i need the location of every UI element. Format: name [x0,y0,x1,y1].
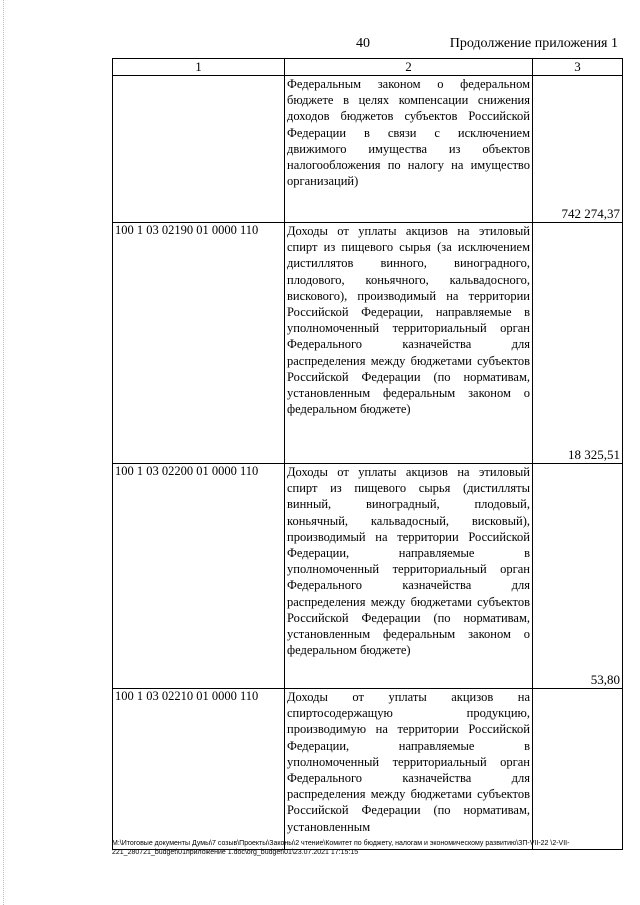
file-path-footer: M:\Итоговые документы Думы\7 созыв\Проекты\Законы\2 чтение\Комитет по бюджету, налогам и экономическому развитию\ЗП-VII-22 \2-VII-221_280721_budget\01приложение 1.doc\org_budget\01\23.07.2021 17:15:15 [112,840,570,856]
classification-code: 100 1 03 02210 01 0000 110 [113,689,285,850]
classification-code: 100 1 03 02190 01 0000 110 [113,223,285,464]
table-row [113,464,623,689]
revenue-description: Доходы от уплаты акцизов на спиртосодержащую продукцию, производимую на территории Российской Федерации, направляемые в уполномоченный территориальный орган Федерального казначейства для распределения между бюджетами субъектов Российской Федерации (по нормативам, установленным [285,689,533,850]
column-header-3: 3 [533,59,623,76]
classification-code [113,76,285,223]
table-row [113,689,623,850]
column-header-2: 2 [285,59,533,76]
page-number: 40 [356,36,370,51]
table-row [113,223,623,464]
revenue-description: Федеральным законом о федеральном бюджете в целях компенсации снижения доходов бюджетов субъектов Российской Федерации в связи с исключением движимого имущества из объектов налогообложения по налогу на имущество организаций) [285,76,533,223]
budget-table [112,58,623,850]
amount: 18 325,51 [533,223,623,464]
revenue-description: Доходы от уплаты акцизов на этиловый спирт из пищевого сырья (за исключением дистиллятов винного, виноградного, плодового, коньячного, кальвадосного, вискового), производимый на территории Российской Федерации, направляемые в уполномоченный территориальный орган Федерального казначейства для распределения между бюджетами субъектов Российской Федерации (по нормативам, установленным федеральным законом о федеральном бюджете) [285,223,533,464]
table-row [113,76,623,223]
classification-code: 100 1 03 02200 01 0000 110 [113,464,285,689]
revenue-description: Доходы от уплаты акцизов на этиловый спирт из пищевого сырья (дистилляты винный, виноградный, плодовый, коньячный, кальвадосный, висковый), производимый на территории Российской Федерации, направляемые в уполномоченный территориальный орган Федерального казначейства для распределения между бюджетами субъектов Российской Федерации (по нормативам, установленным федеральным законом о федеральном бюджете) [285,464,533,689]
scan-margin-line [3,0,4,905]
continuation-label: Продолжение приложения 1 [449,36,618,51]
table-header-row [113,59,623,76]
amount: 53,80 [533,464,623,689]
column-header-1: 1 [113,59,285,76]
amount: 742 274,37 [533,76,623,223]
amount [533,689,623,850]
